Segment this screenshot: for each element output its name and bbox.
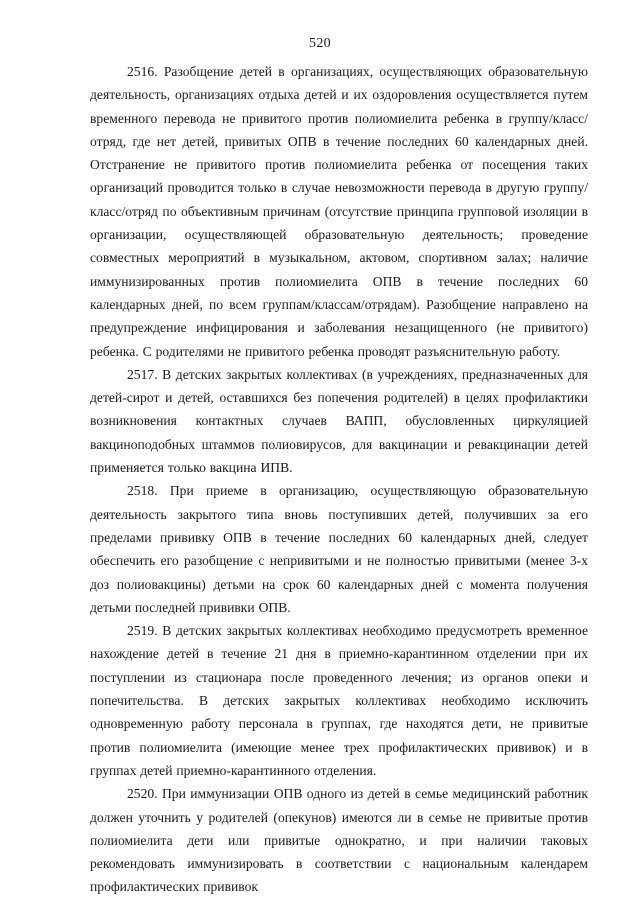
paragraph-2517: 2517. В детских закрытых коллективах (в учреждениях, предназначенных для детей-сирот и детей, оставшихся без попечения родителей) в целях профилактики возникновения контактных случаев ВАПП, обусловленных циркуляцией вакциноподобных штаммов полиовирусов, для вакцинации и ревакцинации детей применяется только вакцина ИПВ.: [90, 366, 588, 476]
page-number: 520: [309, 36, 331, 51]
document-body: [90, 60, 588, 899]
paragraph-2520: 2520. При иммунизации ОПВ одного из детей в семье медицинский работник должен уточнить у родителей (опекунов) имеются ли в семье не привитые против полиомиелита дети или привитые однократно, и при наличии таковых рекомендовать иммунизировать в соответствии с национальным календарем профилактических прививок: [90, 786, 588, 895]
paragraph-2518: 2518. При приеме в организацию, осуществляющую образовательную деятельность закрытого типа вновь поступивших детей, получивших за его пределами прививку ОПВ в течение последних 60 календарных дней, следует обеспечить его разобщение с непривитыми и не полностью привитыми (менее 3-х доз полиовакцины) детьми на срок 60 календарных дней с момента получения детьми последней прививки ОПВ.: [90, 483, 588, 615]
paragraph-2516: 2516. Разобщение детей в организациях, осуществляющих образовательную деятельность, организациях отдыха детей и их оздоровления осуществляется путем временного перевода не привитого против полиомиелита ребенка в группу/класс/отряд, где нет детей, привитых ОПВ в течение последних 60 календарных дней. Отстранение не привитого против полиомиелита ребенка от посещения таких организаций проводится только в случае невозможности перевода в другую группу/класс/отряд по объективным причинам (отсутствие принципа групповой изоляции в организации, осуществляющей образовательную деятельность; проведение совместных мероприятий в музыкальном, актовом, спортивном залах; наличие иммунизированных против полиомиелита ОПВ в течение последних 60 календарных дней, по всем группам/классам/отрядам). Разобщение направлено на предупреждение инфицирования и заболевания незащищенного (не привитого) ребенка. С родителями не привитого ребенка проводят разъяснительную работу.: [90, 64, 588, 359]
paragraph-2519: 2519. В детских закрытых коллективах необходимо предусмотреть временное нахождение детей в течение 21 дня в приемно-карантинном отделении при их поступлении из стационара после проведенного лечения; из органов опеки и попечительства. В детских закрытых коллективах необходимо исключить одновременную работу персонала в группах, где находятся дети, не привитые против полиомиелита (имеющие менее трех профилактических прививок) и в группах детей приемно-карантинного отделения.: [90, 623, 588, 778]
